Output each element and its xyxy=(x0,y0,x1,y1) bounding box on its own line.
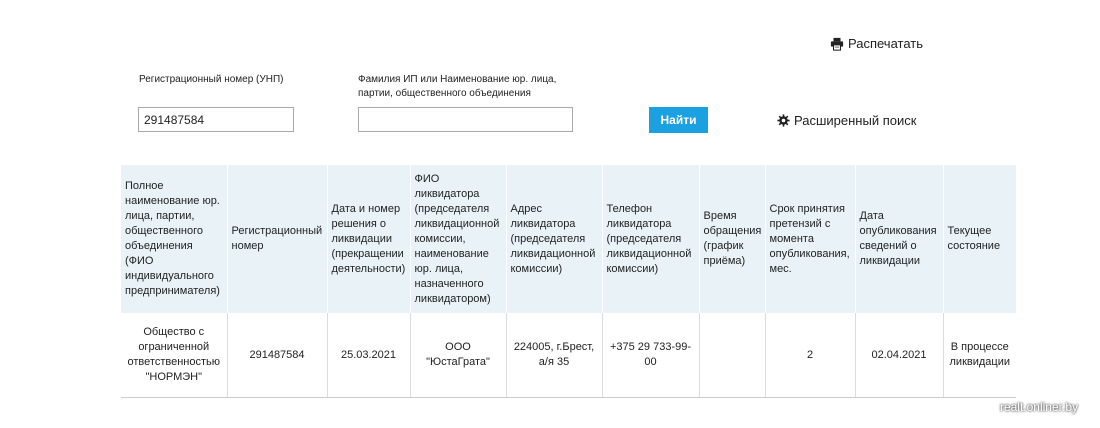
header-state: Текущее состояние xyxy=(943,165,1016,313)
cell-full-name: Общество с ограниченной ответственностью "НОРМЭН" xyxy=(121,313,227,398)
cell-hours xyxy=(699,313,765,398)
table-header-row xyxy=(121,165,1016,313)
header-address: Адрес ликвидатора (председателя ликвидационной комиссии) xyxy=(506,165,602,313)
name-input[interactable] xyxy=(358,107,573,132)
header-claim-term: Срок принятия претензий с момента опубликования, мес. xyxy=(765,165,855,313)
header-hours: Время обращения (график приёма) xyxy=(699,165,765,313)
header-decision: Дата и номер решения о ликвидации (прекращении деятельности) xyxy=(327,165,410,313)
advanced-search-link[interactable] xyxy=(777,113,916,128)
header-full-name: Полное наименование юр. лица, партии, общественного объединения (ФИО индивидуального предпринимателя) xyxy=(121,165,227,313)
cell-address: 224005, г.Брест, а/я 35 xyxy=(506,313,602,398)
cell-reg-number: 291487584 xyxy=(227,313,327,398)
gear-icon xyxy=(777,114,790,127)
header-reg-number: Регистрационный номер xyxy=(227,165,327,313)
header-published: Дата опубликования сведений о ликвидации xyxy=(855,165,943,313)
name-label: Фамилия ИП или Наименование юр. лица, партии, общественного объединения xyxy=(358,74,557,99)
find-button[interactable]: Найти xyxy=(649,107,708,133)
unp-input[interactable] xyxy=(138,107,294,132)
header-liquidator: ФИО ликвидатора (председателя ликвидационной комиссии, наименование юр. лица, назначенного ликвидатором) xyxy=(410,165,506,313)
cell-state: В процессе ликвидации xyxy=(943,313,1016,398)
results-table xyxy=(121,165,1017,398)
cell-claim-term: 2 xyxy=(765,313,855,398)
table-row xyxy=(121,313,1016,398)
printer-icon xyxy=(830,37,844,51)
cell-phone: +375 29 733-99-00 xyxy=(602,313,699,398)
cell-liquidator: ООО "ЮстаГрата" xyxy=(410,313,506,398)
cell-decision: 25.03.2021 xyxy=(327,313,410,398)
watermark: realt.onliner.by xyxy=(999,400,1078,414)
print-label: Распечатать xyxy=(848,36,924,51)
cell-published: 02.04.2021 xyxy=(855,313,943,398)
header-phone: Телефон ликвидатора (председателя ликвидационной комиссии) xyxy=(602,165,699,313)
advanced-search-label: Расширенный поиск xyxy=(794,113,917,128)
print-link[interactable] xyxy=(830,36,923,51)
unp-label: Регистрационный номер (УНП) xyxy=(139,74,284,85)
